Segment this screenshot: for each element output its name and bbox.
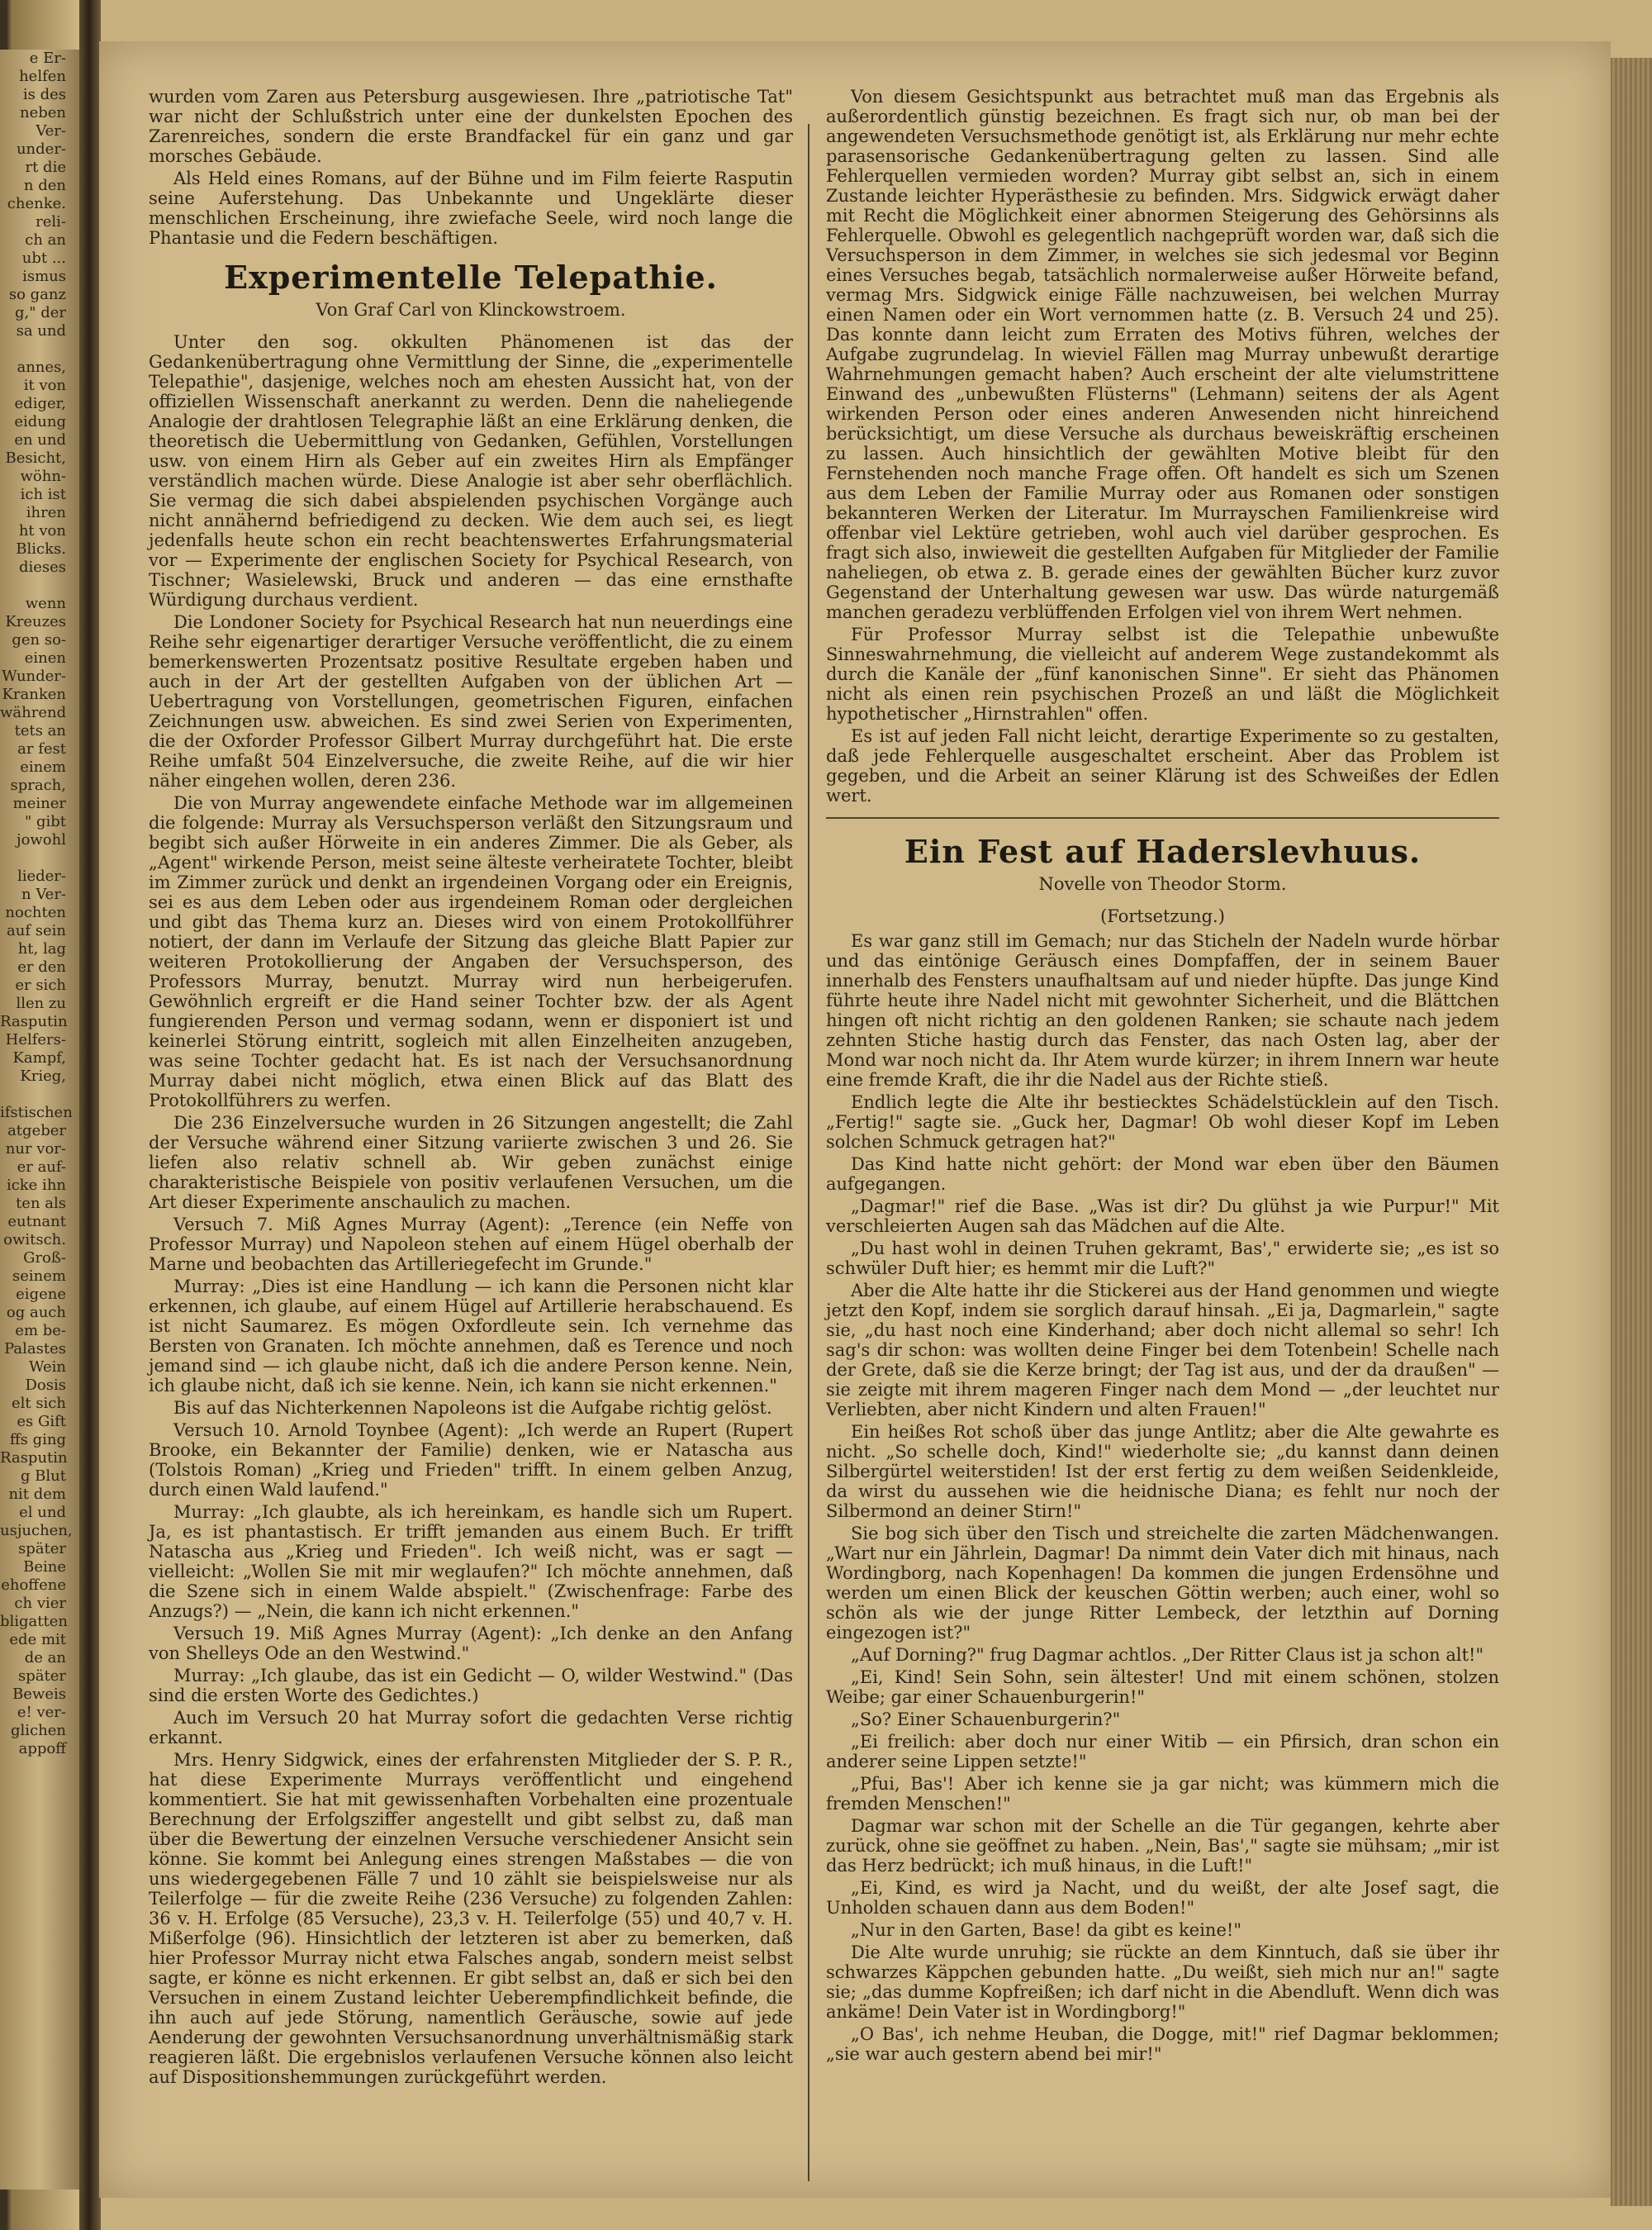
margin-text-fragment: Ver-	[36, 122, 66, 140]
margin-text-fragment: Kampf,	[12, 1049, 66, 1067]
margin-text-fragment: ar fest	[17, 740, 66, 758]
article-headline: Experimentelle Telepathie.	[224, 259, 718, 296]
margin-text-fragment: eigene	[16, 1286, 66, 1303]
article-paragraph: Versuch 10. Arnold Toynbee (Agent): „Ich werde an Rupert (Rupert Brooke, ein Bekannter der Familie) denken, wie er Natascha aus (Tolstois Roman) „Krieg und Frieden" trifft. In einem gelben Anzug, durch einen Wald laufend."	[149, 1420, 793, 1500]
margin-text-fragment: g," der	[14, 304, 66, 321]
margin-text-fragment: elt sich	[11, 1395, 66, 1412]
story-paragraph: Es war ganz still im Gemach; nur das Sticheln der Nadeln wurde hörbar und das eintönige Geräusch eines Dompfaffen, der in seinem Bauer innerhalb des Fensters unaufhaltsam auf und nieder hüpfte. Das junge Kind führte heute ihre Nadel nicht mit gewohnter Sicherheit, und die Blättchen hingen oft nicht richtig an den goldenen Ranken; sie schaute nach jedem zehnten Stiche hastig durch das Fenster, das nach Osten lag, aber der Mond war noch nicht da. Ihr Atem wurde kürzer; in ihrem Innern war heute eine fremde Kraft, die ihr die Nadel aus der Richte stieß.	[826, 931, 1499, 1090]
margin-text-fragment: später	[18, 1540, 66, 1557]
margin-text-fragment: er auf-	[17, 1158, 66, 1176]
article-paragraph: Bis auf das Nichterkennen Napoleons ist die Aufgabe richtig gelöst.	[173, 1398, 772, 1418]
margin-text-fragment: em be-	[15, 1322, 66, 1339]
article-paragraph: Auch im Versuch 20 hat Murray sofort die gedachten Verse richtig erkannt.	[149, 1708, 793, 1747]
intro-paragraph: wurden vom Zaren aus Petersburg ausgewiesen. Ihre „patriotische Tat" war nicht der Schlußstrich unter eine der dunkelsten Epochen des Zarenreiches, sondern die erste Brandfackel für ein ganz und gar morsches Gebäude.	[149, 87, 793, 166]
margin-text-fragment: eutnant	[7, 1213, 66, 1230]
article-paragraph: Murray: „Ich glaubte, als ich hereinkam, es handle sich um Rupert. Ja, es ist phantastisch. Er trifft jemanden aus einem Buch. Er trifft Natascha aus „Krieg und Frieden". Ich weiß nicht, was er sagt — vielleicht: „Wollen Sie mit mir weglaufen?" Ich möchte annehmen, daß die Szene sich in einem Walde abspielt." (Zwischenfrage: Farbe des Anzugs?) — „Nein, die kann ich nicht erkennen."	[149, 1502, 793, 1621]
margin-text-fragment: er den	[17, 958, 66, 976]
story-paragraph: „Auf Dorning?" frug Dagmar achtlos. „Der Ritter Claus ist ja schon alt!"	[851, 1645, 1484, 1665]
margin-text-fragment: tets an	[14, 722, 66, 739]
article-body	[149, 332, 793, 2087]
margin-text-fragment: meiner	[12, 795, 66, 812]
story-paragraph: „Ei, Kind, es wird ja Nacht, und du weißt, der alte Josef sagt, die Unholden schauen dann aus dem Boden!"	[826, 1878, 1499, 1918]
margin-text-fragment: annes,	[17, 359, 66, 376]
article-paragraph: Die Londoner Society for Psychical Research hat nun neuerdings eine Reihe sehr eigenartiger derartiger Versuche veröffentlicht, die zu einem bemerkenswerten Prozentsatz positive Resultate ergeben haben und auch in der Art der gestellten Aufgaben von der üblichen Art — Uebertragung von Vorstellungen, geometrischen Figuren, einfachen Zeichnungen usw. abweichen. Es sind zwei Serien von Experimenten, die der Oxforder Professor Gilbert Murray durchgeführt hat. Die erste Reihe umfaßt 504 Einzelversuche, die zweite Reihe, auf die wir hier näher eingehen wollen, deren 236.	[149, 612, 793, 791]
margin-text-fragment: Kranken	[2, 686, 66, 703]
margin-text-fragment: e! ver-	[17, 1704, 66, 1721]
margin-text-fragment: bligatten	[0, 1613, 69, 1630]
margin-text-fragment: Besicht,	[5, 449, 66, 467]
margin-text-fragment: e Er-	[29, 50, 66, 67]
margin-text-fragment: llen zu	[16, 995, 66, 1012]
article-paragraph: Die von Murray angewendete einfache Methode war im allgemeinen die folgende: Murray als Versuchsperson verläßt den Sitzungsraum und begibt sich außer Hörweite in ein anderes Zimmer. Die als Geber, als „Agent" wirkende Person, meist seine älteste verheiratete Tochter, bleibt im Zimmer zurück und denkt an irgendeinen Vorgang oder ein Ereignis, sei es aus dem Leben oder aus irgendeinem Roman oder dergleichen und gibt das Thema kurz an. Dieses wird von einem Protokollführer notiert, der dann im Verlaufe der Sitzung das gleiche Blatt Papier zur weiteren Protokollierung der Angaben der Versuchsperson, des Professors Murray, benutzt. Murray wird nun herbeigerufen. Gewöhnlich ergreift er die Hand seiner Tochter bzw. der als Agent fungierenden Person und vermag sodann, wenn er disponiert ist und keinerlei Störung eintritt, sogleich mit allen Einzelheiten anzugeben, was seine Tochter gedacht hat. Es ist nach der Versuchsanordnung Murray dabei nicht möglich, etwa einen Blick auf das Blatt des Protokollführers zu werfen.	[149, 793, 793, 1110]
margin-text-fragment: Kreuzes	[5, 613, 66, 630]
article-paragraph: Es ist auf jeden Fall nicht leicht, derartige Experimente so zu gestalten, daß jede Fehlerquelle ausgeschaltet erscheint. Aber das Problem ist gegeben, und die Arbeit an seiner Klärung ist des Schweißes der Edlen wert.	[826, 726, 1499, 806]
margin-text-fragment: is des	[22, 86, 66, 103]
margin-text-fragment: Palastes	[4, 1340, 66, 1357]
margin-text-fragment: ismus	[22, 268, 66, 285]
margin-text-fragment: wenn	[25, 595, 66, 612]
story-headline: Ein Fest auf Haderslevhuus.	[904, 833, 1422, 870]
margin-text-fragment: el und	[19, 1504, 66, 1521]
margin-text-fragment	[0, 577, 79, 595]
margin-text-fragment: dieses	[18, 559, 66, 576]
article-paragraph: Murray: „Ich glaube, das ist ein Gedicht — O, wilder Westwind." (Das sind die ersten Worte des Gedichtes.)	[149, 1666, 793, 1705]
margin-text-fragment: gen so-	[12, 631, 66, 649]
story-paragraph: „So? Einer Schauenburgerin?"	[851, 1709, 1121, 1729]
margin-text-fragment: helfen	[19, 68, 66, 85]
margin-text-fragment: it von	[23, 377, 66, 394]
story-paragraph: Aber die Alte hatte ihr die Stickerei aus der Hand genommen und wiegte jetzt den Kopf, indem sie sorglich darauf hinsah. „Ei ja, Dagmarlein," sagte sie, „du hast noch eine Kinderhand; aber doch nicht allemal so sehr! Ich sag's dir schon: was wollten deine Finger bei dem Totenbein! Schelle nach der Grete, daß sie die Kerze bringt; der Tag ist aus, und der da draußen" — sie zeigte mit ihrem mageren Finger nach dem Mond — „der leuchtet nur Verliebten, aber nicht Kindern und alten Frauen!"	[826, 1281, 1499, 1419]
margin-text-fragment: ihren	[26, 504, 66, 521]
margin-text-fragment: rt die	[25, 159, 66, 176]
margin-text-fragment: wöhn-	[20, 468, 66, 485]
margin-text-fragment: ich ist	[20, 486, 66, 503]
article-paragraph: Von diesem Gesichtspunkt aus betrachtet muß man das Ergebnis als außerordentlich günstig bezeichnen. Es fragt sich nur, ob man bei der angewendeten Versuchsmethode genötigt ist, als Erklärung nur mehr echte parasensorische Gedankenübertragung gelten zu lassen. Sind alle Fehlerquellen vermieden worden? Murray gibt selbst an, sich in einem Zustande leichter Hyperästhesie zu befinden. Mrs. Sidgwick erwägt daher mit Recht die Möglichkeit einer abnormen Steigerung des Gehörsinns als Fehlerquelle. Obwohl es gelegentlich nachgeprüft worden war, daß sich die Versuchsperson in dem Zimmer, in welches sie sich jedesmal vor Beginn eines Versuches begab, tatsächlich normalerweise außer Hörweite befand, vermag Mrs. Sidgwick einige Fälle nachzuweisen, bei welchen Murray einen Namen oder ein Wort vernommen hatte (z. B. Versuch 24 und 25). Das konnte dann leicht zum Erraten des Motivs führen, welches der Aufgabe zugrundelag. In wieviel Fällen mag Murray unbewußt derartige Wahrnehmungen gemacht haben? Auch erscheint der alte vielumstrittene Einwand des „unbewußten Flüsterns" (Lehmann) seitens der als Agent wirkenden Person oder eines anderen Anwesenden nicht hinreichend berücksichtigt, um diese Versuche als durchaus beweiskräftig erscheinen zu lassen. Auch hinsichtlich der gewählten Motive bleibt für den Fernstehenden noch manche Frage offen. Oft handelt es sich um Szenen aus dem Leben der Familie Murray oder aus Romanen oder sonstigen bekannteren Werken der Literatur. Im Murrayschen Familienkreise wird offenbar viel Lektüre getrieben, wohl auch viel darüber gesprochen. Es fragt sich also, inwieweit die gestellten Aufgaben für Mitglieder der Familie naheliegen, ob etwa z. B. gerade eines der gewählten Bücher kurz zuvor Gegenstand der Unterhaltung gewesen war usw. Das würde naturgemäß manchen geradezu verblüffenden Erfolgen viel von ihrem Wert nehmen.	[826, 87, 1499, 622]
margin-text-fragment: ede mit	[9, 1631, 66, 1648]
story-byline: Novelle von Theodor Storm.	[1038, 874, 1287, 894]
margin-text-fragment: de an	[24, 1649, 66, 1667]
margin-text-fragment: Wunder-	[2, 668, 66, 685]
margin-text-fragment: er sich	[15, 977, 66, 994]
story-paragraph: „Du hast wohl in deinen Truhen gekramt, Bas'," erwiderte sie; „es ist so schwüler Duft hier; es hemmt mir die Luft?"	[826, 1239, 1499, 1278]
margin-text-fragment: Groß-	[23, 1249, 66, 1267]
story-paragraph: Ein heißes Rot schoß über das junge Antlitz; aber die Alte gewahrte es nicht. „So schelle doch, Kind!" wiederholte sie; „du kannst dann deinen Silbergürtel weiterstiden! Ist der erst fertig zu dem weißen Seidenkleide, da wirst du aussehen wie die heidnische Diana; es fehlt nur noch der Silbermond an deiner Stirn!"	[826, 1422, 1499, 1521]
margin-text-fragment: icke ihn	[6, 1177, 66, 1194]
margin-text-fragment: g Blut	[20, 1467, 66, 1485]
margin-text-fragment: owitsch.	[3, 1231, 66, 1248]
margin-text-fragment: sa und	[16, 322, 66, 340]
story-paragraph: „Dagmar!" rief die Base. „Was ist dir? Du glühst ja wie Purpur!" Mit verschleierten Augen sah das Mädchen auf die Alte.	[826, 1196, 1499, 1236]
margin-text-fragment: ehoffene	[1, 1576, 66, 1594]
margin-text-fragment: Wein	[28, 1358, 66, 1376]
article-paragraph: Versuch 7. Miß Agnes Murray (Agent): „Terence (ein Neffe von Professor Murray) und Napoleon stehen auf einem Hügel oberhalb der Marne und beobachten das Artilleriegefecht im Grunde."	[149, 1215, 793, 1274]
margin-text-fragment: atgeber	[7, 1122, 66, 1139]
margin-text-fragment: ht von	[18, 522, 66, 540]
story-paragraph: Endlich legte die Alte ihr bestiecktes Schädelstücklein auf den Tisch. „Fertig!" sagte sie. „Guck her, Dagmar! Ob wohl dieser Kopf im Leben solchen Schmuck getragen hat?"	[826, 1092, 1499, 1152]
page-stack-edge	[1611, 58, 1652, 2206]
margin-text-fragment: lieder-	[17, 868, 66, 885]
margin-text-fragment: reli-	[36, 213, 66, 231]
margin-text-fragment	[0, 340, 79, 359]
margin-text-fragment: en und	[14, 431, 66, 449]
margin-text-fragment: Beweis	[12, 1686, 66, 1703]
article-paragraph: Murray: „Dies ist eine Handlung — ich kann die Personen nicht klar erkennen, ich glaube, auf einem Hügel auf Artillerie herabschauend. Es ist nicht Saumarez. Es mögen Oxfordleute sein. Ich vernehme das Bersten von Granaten. Ich möchte annehmen, daß es Terence und noch jemand sind — ich glaube nicht, daß ich die andere Person kenne. Nein, ich glaube nicht, daß ich sie kenne. Nein, ich kann sie nicht erkennen."	[149, 1277, 793, 1396]
margin-text-fragment: später	[18, 1667, 66, 1685]
margin-text-fragment: so ganz	[8, 286, 66, 303]
left-page-edge	[0, 50, 79, 2190]
section-rule	[826, 817, 1499, 819]
margin-text-fragment: ht, lag	[17, 940, 66, 958]
margin-text-fragment: einem	[20, 758, 66, 776]
margin-text-fragment: eidung	[14, 413, 66, 430]
margin-text-fragment: ten als	[16, 1195, 66, 1212]
margin-text-fragment: ffs ging	[9, 1431, 66, 1448]
margin-text-fragment	[0, 849, 79, 868]
story-paragraph: Die Alte wurde unruhig; sie rückte an dem Kinntuch, daß sie über ihr schwarzes Käppchen gebunden hatte. „Du weißt, sieh mich nur an!" sagte sie; „das dumme Kopfreißen; ich darf nicht in die Abendluft. Wenn dich was ankäme! Dein Vater ist in Wordingborg!"	[826, 1942, 1499, 2022]
margin-text-fragment: " gibt	[24, 813, 66, 830]
margin-text-fragment: einen	[24, 649, 66, 667]
margin-text-fragment: Blicks.	[16, 540, 66, 558]
margin-text-fragment: sprach,	[10, 777, 66, 794]
margin-text-fragment: auf sein	[7, 922, 66, 939]
margin-text-fragment: ch vier	[14, 1595, 66, 1612]
right-column	[826, 87, 1499, 2066]
article-paragraph: Für Professor Murray selbst ist die Telepathie unbewußte Sinneswahrnehmung, die vielleicht auf anderem Wege zustandekommt als durch die Kanäle der „fünf kanonischen Sinne". Er sieht das Phänomen nicht als einen rein psychischen Prozeß an und läßt die Möglichkeit hypothetischer „Hirnstrahlen" offen.	[826, 625, 1499, 724]
margin-text-fragment: og auch	[6, 1304, 66, 1321]
margin-text-fragment: neben	[19, 104, 66, 121]
margin-text-fragment: Helfers-	[5, 1031, 66, 1048]
margin-text-fragment: usjuchen,	[0, 1522, 73, 1539]
story-paragraph: „Pfui, Bas'! Aber ich kenne sie ja gar nicht; was kümmern mich die fremden Menschen!"	[826, 1774, 1499, 1814]
story-paragraph: Das Kind hatte nicht gehört: der Mond war eben über den Bäumen aufgegangen.	[826, 1154, 1499, 1194]
margin-text-fragment: chenke.	[7, 195, 66, 212]
margin-text-fragment: nochten	[5, 904, 66, 921]
story-paragraph: „O Bas', ich nehme Heuban, die Dogge, mit!" rief Dagmar beklommen; „sie war auch gestern abend bei mir!"	[826, 2024, 1499, 2064]
article-paragraph: Unter den sog. okkulten Phänomenen ist das der Gedankenübertragung ohne Vermittlung der Sinne, die „experimentelle Telepathie", dasjenige, welches noch am ehesten Aussicht hat, von der offiziellen Wissenschaft anerkannt zu werden. Denn die naheliegende Analogie der drahtlosen Telegraphie läßt an eine Erklärung denken, die theoretisch die Uebermittlung von Gedanken, Gefühlen, Vorstellungen usw. von einem Hirn als Geber auf ein zweites Hirn als Empfänger verständlich machen würde. Diese Analogie ist aber sehr oberflächlich. Sie vermag die sich dabei abspielenden psychischen Vorgänge auch nicht annähernd befriedigend zu decken. Wie dem auch sei, es liegt jedenfalls heute schon ein recht beachtenswertes Erfahrungsmaterial vor — Experimente der englischen Society for Psychical Research, von Tischner; Wasielewski, Bruck und anderen — das eine ernsthafte Würdigung durchaus verdient.	[149, 332, 793, 610]
article-paragraph: Versuch 19. Miß Agnes Murray (Agent): „Ich denke an den Anfang von Shelleys Ode an den Westwind."	[149, 1624, 793, 1663]
left-column	[149, 87, 793, 2090]
margin-text-fragment: Rasputin	[0, 1013, 68, 1030]
margin-text-fragment: nur vor-	[5, 1140, 66, 1158]
margin-text-fragment: Dosis	[25, 1377, 66, 1394]
story-paragraph: Dagmar war schon mit der Schelle an die Tür gegangen, kehrte aber zurück, ohne sie geöffnet zu haben. „Nein, Bas'," sagte sie mühsam; „mir ist das Herz bedrückt; ich muß hinaus, in die Luft!"	[826, 1816, 1499, 1876]
margin-text-fragment: ediger,	[14, 395, 66, 412]
article-continuation	[826, 87, 1499, 806]
margin-text-fragment: n den	[23, 177, 66, 194]
story-paragraph: „Ei freilich: aber doch nur einer Witib — ein Pfirsich, dran schon ein anderer seine Lippen setzte!"	[826, 1732, 1499, 1771]
story-paragraph: „Ei, Kind! Sein Sohn, sein ältester! Und mit einem schönen, stolzen Weibe; gar einer Schauenburgerin!"	[826, 1667, 1499, 1707]
book-gutter	[79, 0, 101, 2230]
story-paragraph: „Nur in den Garten, Base! da gibt es keine!"	[851, 1920, 1241, 1940]
margin-text-fragment: nit dem	[8, 1486, 66, 1503]
margin-text-fragment: Krieg,	[20, 1067, 66, 1085]
margin-text-fragment: glichen	[11, 1722, 66, 1739]
margin-text-fragment: n Ver-	[21, 886, 66, 903]
margin-text-fragment: under-	[16, 140, 66, 158]
margin-text-fragment: Beine	[23, 1558, 66, 1576]
margin-text-fragment	[0, 1086, 79, 1104]
story-paragraph: Sie bog sich über den Tisch und streichelte die zarten Mädchenwangen. „Wart nur ein Jährlein, Dagmar! Da nimmt dein Vater dich mit hinaus, nach Wordingborg, nach Kopenhagen! Da kommen die jungen Erdensöhne und werden um einen Blick der keuschen Göttin werben; auch einer, wohl so schön als wie der junge Ritter Lembeck, der letzthin auf Dorning eingezogen ist?"	[826, 1524, 1499, 1643]
margin-text-fragment: appoff	[18, 1740, 66, 1757]
article-byline: Von Graf Carl von Klinckowstroem.	[316, 300, 626, 320]
margin-text-fragment: jowohl	[16, 831, 66, 849]
story-body	[826, 931, 1499, 2064]
margin-text-fragment: seinem	[12, 1267, 66, 1285]
margin-text-fragment: ifstischen	[0, 1104, 73, 1121]
margin-text-fragment: Rasputin	[0, 1449, 68, 1467]
margin-text-fragment: während	[0, 704, 67, 721]
article-paragraph: Die 236 Einzelversuche wurden in 26 Sitzungen angestellt; die Zahl der Versuche während einer Sitzung variierte zwischen 3 und 26. Sie liefen also relativ schnell ab. Wir geben zunächst einige charakteristische Beispiele von positiv verlaufenen Versuchen, um die Art dieser Experimente anschaulich zu machen.	[149, 1113, 793, 1212]
story-continuation-label: (Fortsetzung.)	[1100, 906, 1225, 926]
article-paragraph: Mrs. Henry Sidgwick, eines der erfahrensten Mitglieder der S. P. R., hat diese Experimente Murrays veröffentlicht und eingehend kommentiert. Sie hat mit gewissenhaften Vorbehalten eine prozentuale Berechnung der Erfolgsziffer angestellt und gibt selbst zu, daß man über die Bewertung der einzelnen Versuche verschiedener Ansicht sein könne. Sie kommt bei Anlegung eines strengen Maßstabes — die von uns wiedergegebenen Fälle 7 und 10 zählt sie beispielsweise nur als Teilerfolge — für die zweite Reihe (236 Versuche) zu folgenden Zahlen: 36 v. H. Erfolge (85 Versuche), 23,3 v. H. Teilerfolge (55) und 40,7 v. H. Mißerfolge (96). Hinsichtlich der letzteren ist aber zu bemerken, daß hier Professor Murray nicht etwa Falsches angab, sondern meist selbst sagte, er könne es nicht erkennen. Er gibt selbst an, daß er sich bei den Versuchen in einem Zustand leichter Ueberempfindlichkeit befinde, die ihn auch auf jede Störung, namentlich Geräusche, sowie auf jede Aenderung der gewohnten Versuchsanordnung unverhältnismäßig stark reagieren läßt. Die ergebnislos verlaufenen Versuche können also leicht auf Dispositionshemmungen zurückgeführt werden.	[149, 1750, 793, 2087]
margin-text-fragment: ubt ...	[21, 250, 66, 267]
intro-paragraph: Als Held eines Romans, auf der Bühne und im Film feierte Rasputin seine Auferstehung. Das Unbekannte und Ungeklärte dieser menschlichen Erscheinung, ihre zwiefache Seele, wird noch lange die Phantasie und die Federn beschäftigen.	[149, 169, 793, 248]
margin-text-fragment: ch an	[25, 231, 66, 249]
margin-text-fragment: es Gift	[17, 1413, 66, 1430]
column-divider	[808, 124, 809, 2181]
